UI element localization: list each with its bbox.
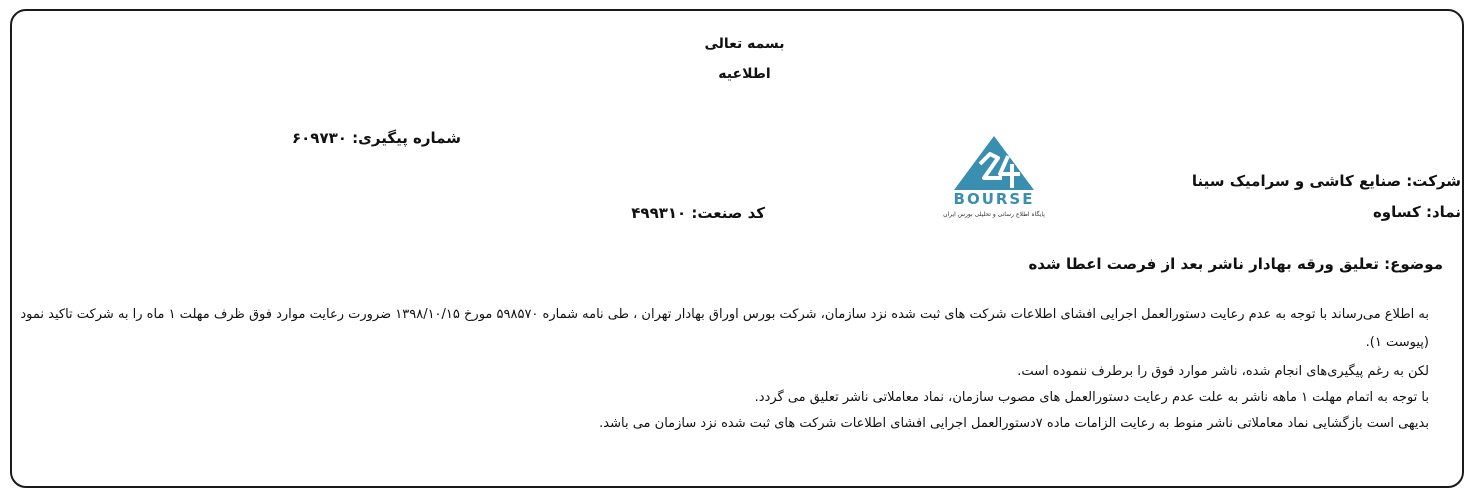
notice-title: اطلاعیه [718, 66, 771, 82]
bourse-triangle-icon [936, 134, 1052, 194]
logo-subtitle: پایگاه اطلاع رسانی و تحلیلی بورس ایران [943, 211, 1045, 218]
body-line-4: با توجه به اتمام مهلت ۱ ماهه ناشر به علت عدم رعایت دستورالعمل های مصوب سازمان، نماد معاملاتی ناشر تعلیق می گردد. [754, 390, 1429, 405]
trading-symbol: نماد: کساوه [1372, 203, 1461, 221]
logo-wordmark: BOURSE [953, 190, 1035, 208]
tracking-number: شماره پیگیری: ۶۰۹۷۳۰ [292, 129, 461, 147]
bourse-logo [936, 134, 1052, 224]
notice-subject: موضوع: تعلیق ورقه بهادار ناشر بعد از فرصت اعطا شده [1028, 255, 1443, 273]
body-line-3: لکن به رغم پیگیری‌های انجام شده، ناشر موارد فوق را برطرف ننموده است. [1017, 364, 1429, 379]
company-name: شرکت: صنایع کاشی و سرامیک سینا [1191, 172, 1461, 190]
body-line-1: به اطلاع می‌رساند با توجه به عدم رعایت دستورالعمل اجرایی افشای اطلاعات شرکت های ثبت شده نزد سازمان، شرکت بورس اوراق بهادار تهران ، طی نامه شماره ۵۹۸۵۷۰ مورخ ۱۳۹۸/۱۰/۱۵ ضرورت رعایت موارد فوق ظرف مهلت ۱ ماه را به شرکت تاکید نمود [20, 307, 1429, 322]
body-line-2: (پیوست ۱). [1365, 335, 1429, 350]
body-line-5: بدیهی است بازگشایی نماد معاملاتی ناشر منوط به رعایت الزامات ماده ۷دستورالعمل اجرایی افشای اطلاعات شرکت های ثبت شده نزد سازمان می باشد. [599, 416, 1429, 431]
industry-code: کد صنعت: ۴۹۹۳۱۰ [631, 204, 765, 222]
basmala-heading: بسمه تعالی [704, 36, 785, 52]
